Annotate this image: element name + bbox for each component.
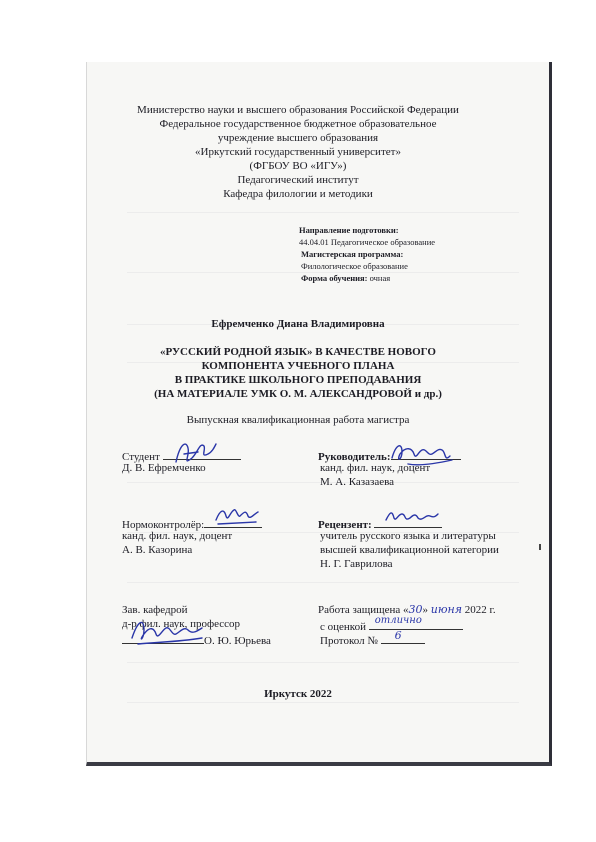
institution-type-line-2: учреждение высшего образования bbox=[217, 132, 379, 144]
university-name: «Иркутский государственный университет» bbox=[195, 146, 401, 158]
defense-grade: отлично bbox=[374, 615, 422, 626]
city-year: Иркутск 2022 bbox=[264, 688, 332, 700]
institute-name: Педагогический институт bbox=[237, 174, 359, 186]
head-of-department-name: О. Ю. Юрьева bbox=[204, 635, 271, 647]
program-value: Филологическое образование bbox=[301, 261, 408, 271]
norm-controller-name: А. В. Казорина bbox=[122, 544, 193, 556]
defense-day: 30 bbox=[408, 603, 423, 616]
supervisor-label: Руководитель: bbox=[318, 448, 461, 464]
department-name: Кафедра филологии и методики bbox=[223, 188, 373, 200]
direction-label: Направление подготовки: bbox=[299, 225, 399, 235]
author-name: Ефремченко Диана Владимировна bbox=[211, 318, 385, 330]
student-signature bbox=[170, 436, 220, 470]
reviewer-label: Рецензент: bbox=[318, 516, 442, 532]
supervisor-signature bbox=[388, 440, 458, 470]
scan-artifact bbox=[539, 544, 541, 550]
reviewer-name: Н. Г. Гаврилова bbox=[320, 558, 393, 570]
work-type: Выпускная квалификационная работа магистра bbox=[186, 414, 410, 426]
norm-controller-label: Нормоконтролёр: bbox=[122, 516, 262, 532]
head-of-department-label: Зав. кафедрой bbox=[122, 604, 188, 616]
student-name: Д. В. Ефремченко bbox=[122, 462, 206, 474]
program-label: Магистерская программа: bbox=[301, 249, 404, 259]
study-form-value: очная bbox=[369, 273, 391, 283]
university-abbreviation: (ФГБОУ ВО «ИГУ») bbox=[249, 160, 347, 172]
thesis-title-line-4: (НА МАТЕРИАЛЕ УМК О. М. АЛЕКСАНДРОВОЙ и др.) bbox=[154, 388, 442, 400]
study-form-label: Форма обучения: bbox=[301, 273, 368, 283]
head-of-department-degree: д-р фил. наук, профессор bbox=[122, 618, 241, 630]
thesis-title-line-2: КОМПОНЕНТА УЧЕБНОГО ПЛАНА bbox=[201, 360, 395, 372]
thesis-title-line-1: «РУССКИЙ РОДНОЙ ЯЗЫК» В КАЧЕСТВЕ НОВОГО bbox=[160, 346, 436, 358]
ministry-line: Министерство науки и высшего образования Российской Федерации bbox=[137, 104, 459, 116]
student-label: Студент bbox=[122, 448, 241, 464]
reviewer-position-line-1: учитель русского языка и литературы bbox=[320, 530, 496, 542]
head-of-department-signature bbox=[128, 614, 208, 648]
defense-date-line: Работа защищена «30» июня 2022 г. bbox=[318, 603, 496, 616]
institution-type-line-1: Федеральное государственное бюджетное образовательное bbox=[159, 118, 437, 130]
study-form bbox=[301, 274, 390, 284]
thesis-title-line-3: В ПРАКТИКЕ ШКОЛЬНОГО ПРЕПОДАВАНИЯ bbox=[174, 374, 422, 386]
defense-protocol-line: Протокол № 6 bbox=[320, 632, 425, 648]
defense-month: июня bbox=[430, 603, 463, 616]
norm-controller-degree: канд. фил. наук, доцент bbox=[122, 530, 233, 542]
norm-controller-signature bbox=[212, 504, 262, 530]
protocol-number: 6 bbox=[394, 629, 402, 642]
reviewer-position-line-2: высшей квалификационной категории bbox=[320, 544, 499, 556]
supervisor-degree: канд. фил. наук, доцент bbox=[320, 462, 431, 474]
reviewer-signature bbox=[382, 506, 442, 528]
defense-grade-line: с оценкой отлично bbox=[320, 618, 463, 634]
direction-value: 44.04.01 Педагогическое образование bbox=[299, 237, 436, 247]
supervisor-name: М. А. Казазаева bbox=[320, 476, 395, 488]
